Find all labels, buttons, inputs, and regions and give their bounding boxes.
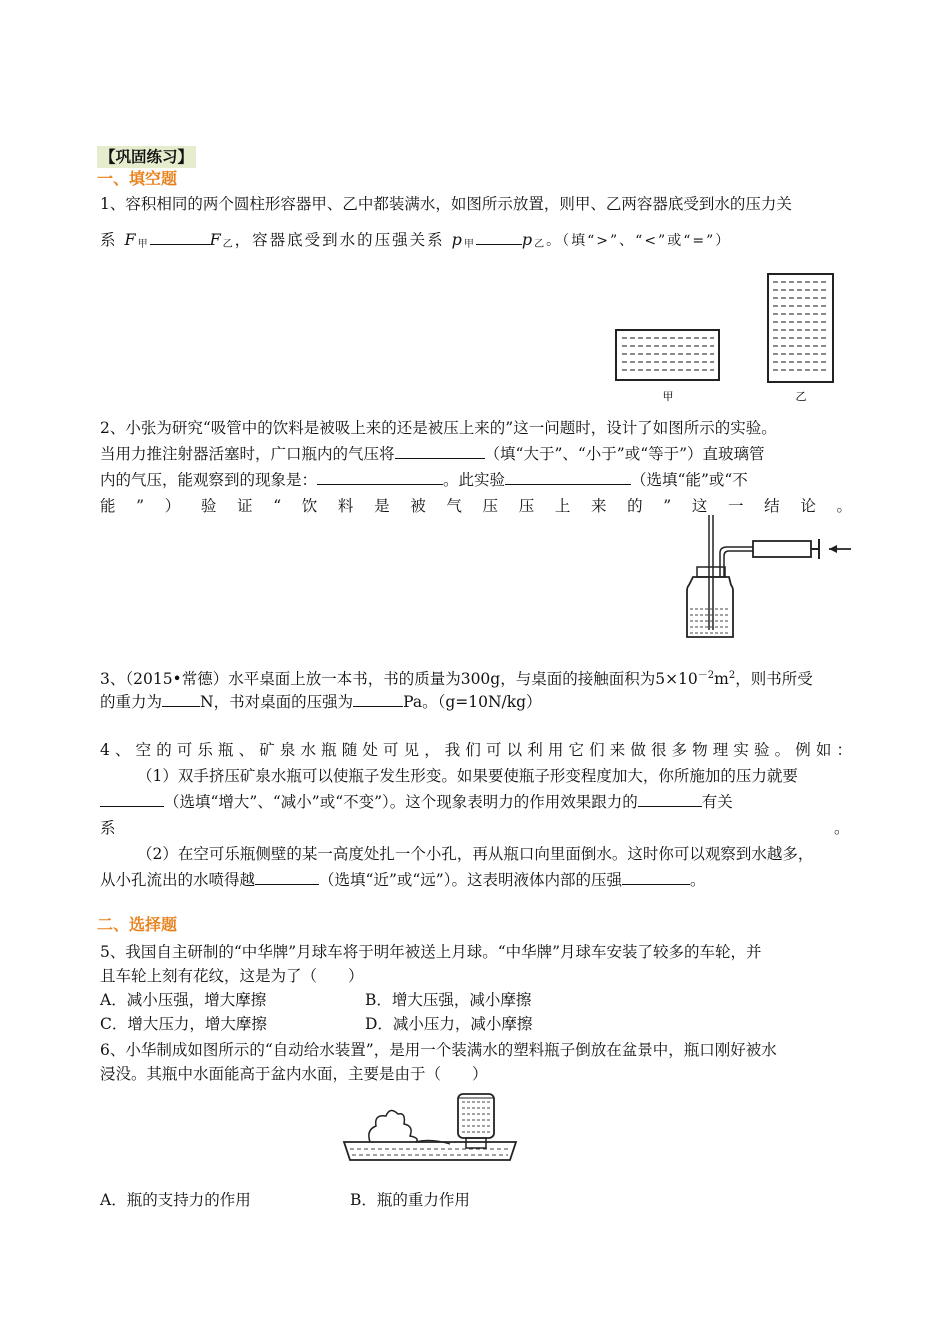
blank-force-factor[interactable] <box>638 792 702 807</box>
syringe-bottle-figure <box>683 515 853 643</box>
q6-line1: 6、小华制成如图所示的“自动给水装置”，是用一个装满水的塑料瓶子倒放在盆景中，瓶口刚好被水 <box>100 1041 777 1059</box>
q5-option-a[interactable]: A．减小压强，增大摩擦 <box>100 991 267 1009</box>
q3-line2: 的重力为 N，书对桌面的压强为 Pa。（g=10N/kg） <box>100 693 542 711</box>
container-yi <box>768 274 833 382</box>
blank-spray-distance[interactable] <box>255 870 319 885</box>
q4-line6: 从小孔流出的水喷得越 （选填“近”或“远”）。这表明液体内部的压强 。 <box>100 871 706 889</box>
q2-line1: 2、小张为研究“吸管中的饮料是被吸上来的还是被压上来的”这一问题时，设计了如图所示的实验。 <box>100 419 777 437</box>
q2-line2: 当用力推注射器活塞时，广口瓶内的气压将 （填“大于”、“小于”或“等于”）直玻璃管 <box>100 445 765 463</box>
q6-option-b[interactable]: B．瓶的重力作用 <box>350 1191 470 1209</box>
q2-line4: 能”）验证“饮料是被气压压上来的”这一结论。 <box>100 497 852 515</box>
blank-liquid-pressure[interactable] <box>622 870 690 885</box>
q1-line2: 系 $F_甲$ $F_乙$，容器底受到水的压强关系 $p_甲$ $p_乙$。（填“>”、“<”或“=”） <box>100 230 732 250</box>
q6-line2: 浸没。其瓶中水面能高于盆内水面，主要是由于（ ） <box>100 1065 488 1083</box>
section-tag: 【巩固练习】 <box>97 146 196 168</box>
q4-line3: （选填“增大”、“减小”或“不变”）。这个现象表明力的作用效果跟力的 有关 <box>100 790 852 814</box>
force-jia-symbol: $F_甲$ <box>124 230 150 250</box>
q1-line1: 1、容积相同的两个圆柱形容器甲、乙中都装满水，如图所示放置，则甲、乙两容器底受到水的压力关 <box>100 195 792 213</box>
blank-phenomenon[interactable] <box>317 470 443 485</box>
q6-option-a[interactable]: A．瓶的支持力的作用 <box>100 1191 251 1209</box>
blank-can-verify[interactable] <box>505 470 631 485</box>
pressure-jia-symbol: $p_甲$ <box>451 230 476 250</box>
label-jia: 甲 <box>662 390 674 403</box>
blank-bottle-pressure[interactable] <box>395 444 485 459</box>
blank-gravity[interactable] <box>162 692 200 707</box>
q4-line1: 4、空的可乐瓶、矿泉水瓶随处可见，我们可以利用它们来做很多物理实验。例如： <box>100 741 852 759</box>
containers-figure <box>610 270 840 410</box>
q2-line3: 内的气压，能观察到的现象是： 。此实验 （选填“能”或“不 <box>100 471 748 489</box>
blank-pressure-pa[interactable] <box>353 692 403 707</box>
section-heading-fill: 一、填空题 <box>97 169 178 188</box>
q3-line1: 3、（2015•常德）水平桌面上放一本书，书的质量为300g，与桌面的接触面积为$5\times 10^{-2}m^2$，则书所受 <box>100 670 813 689</box>
q4-line5: （2）在空可乐瓶侧壁的某一高度处扎一个小孔，再从瓶口向里面倒水。这时你可以观察到水越多， <box>137 845 814 863</box>
label-yi: 乙 <box>795 390 807 403</box>
q5-option-c[interactable]: C．增大压力，增大摩擦 <box>100 1015 267 1033</box>
auto-water-figure <box>340 1086 520 1166</box>
q4-line4: 系 。 <box>100 819 850 837</box>
q5-option-d[interactable]: D．减小压力，减小摩擦 <box>365 1015 533 1033</box>
force-yi-symbol: $F_乙$ <box>209 230 235 250</box>
blank-force-change[interactable] <box>100 792 164 807</box>
blank-force-compare[interactable] <box>150 230 210 245</box>
q5-option-b[interactable]: B．增大压强，减小摩擦 <box>365 991 532 1009</box>
blank-pressure-compare[interactable] <box>476 230 522 245</box>
q5-line2: 且车轮上刻有花纹，这是为了（ ） <box>100 967 364 985</box>
container-jia <box>616 330 719 380</box>
section-heading-choice: 二、选择题 <box>97 915 178 934</box>
q5-line1: 5、我国自主研制的“中华牌”月球车将于明年被送上月球。“中华牌”月球车安装了较多的车轮，并 <box>100 943 762 961</box>
q4-line2: （1）双手挤压矿泉水瓶可以使瓶子发生形变。如果要使瓶子形变程度加大，你所施加的压力就要 <box>137 767 798 785</box>
pressure-yi-symbol: $p_乙$ <box>521 230 547 250</box>
